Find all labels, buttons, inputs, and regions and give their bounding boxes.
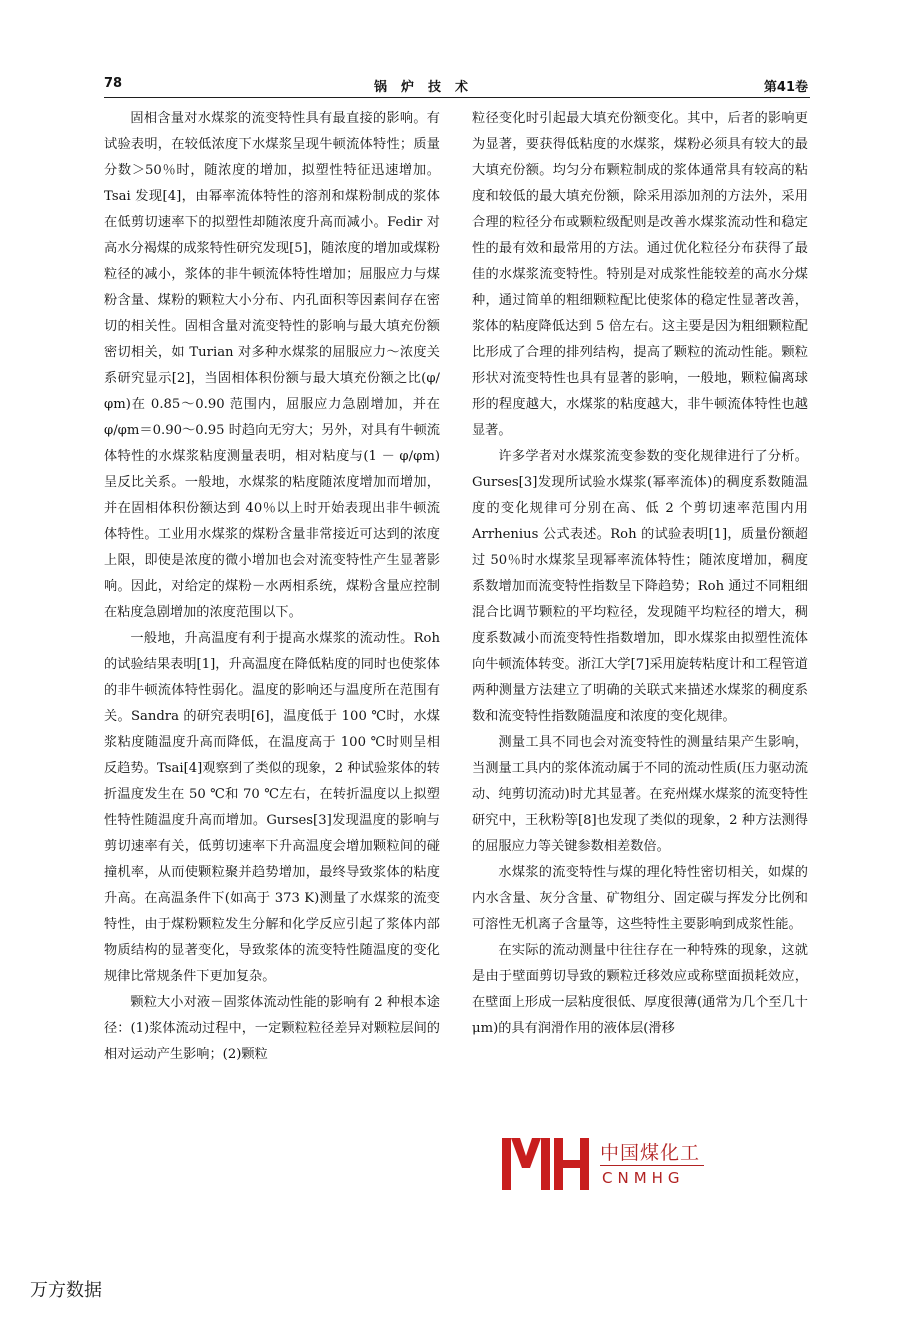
left-column [104,106,440,1068]
right-column [472,106,808,1042]
watermark-text-cn: 中国煤化工 [600,1142,701,1164]
paragraph: 水煤浆的流变特性与煤的理化特性密切相关，如煤的内水含量、灰分含量、矿物组分、固定碳与挥发分比例和可溶性无机离子含量等，这些特性主要影响到成浆性能。 [472,865,808,932]
paragraph: 许多学者对水煤浆流变参数的变化规律进行了分析。Gurses[3]发现所试验水煤浆(幂率流体)的稠度系数随温度的变化规律可分别在高、低 2 个剪切速率范围内用 Arrhenius 公式表述。Roh 的试验表明[1]，质量份额超过 50％时水煤浆呈现幂率流体特性；随浓度增加，稠度系数增加而流变特性指数呈下降趋势；Roh 通过不同粗细混合比调节颗粒的平均粒径，发现随平均粒径的增大，稠度系数减小而流变特性指数增加，即水煤浆由拟塑性流体向牛顿流体转变。浙江大学[7]采用旋转粘度计和工程管道两种测量方法建立了明确的关联式来描述水煤浆的稠度系数和流变特性指数随温度和浓度的变化规律。 [472,449,808,724]
paragraph: 一般地，升高温度有利于提高水煤浆的流动性。Roh 的试验结果表明[1]，升高温度在降低粘度的同时也使浆体的非牛顿流体特性弱化。温度的影响还与温度所在范围有关。Sandra 的研究表明[6]，温度低于 100 ℃时，水煤浆粘度随温度升高而降低，在温度高于 100 ℃时则呈相反趋势。Tsai[4]观察到了类似的现象，2 种试验浆体的转折温度发生在 50 ℃和 70 ℃左右，在转折温度以上拟塑性特性随温度升高而增加。Gurses[3]发现温度的影响与剪切速率有关，低剪切速率下升高温度会增加颗粒间的碰撞机率，从而使颗粒聚并趋势增加，最终导致浆体的粘度升高。在高温条件下(如高于 373 K)测量了水煤浆的流变特性，由于煤粉颗粒发生分解和化学反应引起了浆体内部物质结构的显著变化，导致浆体的流变特性随温度的变化规律比常规条件下更加复杂。 [104,631,440,984]
watermark [496,1132,712,1194]
watermark-divider [600,1165,704,1166]
volume-label: 第41卷 [763,80,808,95]
running-header [104,76,808,96]
header-rule [104,97,810,98]
paragraph: 颗粒大小对液－固浆体流动性能的影响有 2 种根本途径：(1)浆体流动过程中，一定颗粒粒径差异对颗粒层间的相对运动产生影响；(2)颗粒 [104,995,440,1062]
paragraph: 在实际的流动测量中往往存在一种特殊的现象，这就是由于壁面剪切导致的颗粒迁移效应或称壁面损耗效应，在壁面上形成一层粘度很低、厚度很薄(通常为几个至几十 μm)的具有润滑作用的液体层(滑移 [472,943,808,1036]
page-number: 78 [104,76,123,91]
journal-title: 锅炉技术 [374,80,483,95]
watermark-text-en: CNMHG [602,1169,685,1187]
watermark-logo-icon [500,1134,592,1192]
paragraph: 粒径变化时引起最大填充份额变化。其中，后者的影响更为显著，要获得低粘度的水煤浆，煤粉必须具有较大的最大填充份额。均匀分布颗粒制成的浆体通常具有较高的粘度和较低的最大填充份额，除采用添加剂的方法外，采用合理的粒径分布或颗粒级配则是改善水煤浆流动性和稳定性的最有效和最常用的方法。通过优化粒径分布获得了最佳的水煤浆流变特性。特别是对成浆性能较差的高水分煤种，通过简单的粗细颗粒配比使浆体的稳定性显著改善，浆体的粘度降低达到 5 倍左右。这主要是因为粗细颗粒配比形成了合理的排列结构，提高了颗粒的流动性能。颗粒形状对流变特性也具有显著的影响，一般地，颗粒偏离球形的程度越大，水煤浆的粘度越大，非牛顿流体特性也越显著。 [472,111,808,438]
source-footer: 万方数据 [30,1280,102,1301]
paragraph: 测量工具不同也会对流变特性的测量结果产生影响，当测量工具内的浆体流动属于不同的流动性质(压力驱动流动、纯剪切流动)时尤其显著。在兖州煤水煤浆的流变特性研究中，王秋粉等[8]也发现了类似的现象，2 种方法测得的屈服应力等关键参数相差数倍。 [472,735,808,854]
paragraph: 固相含量对水煤浆的流变特性具有最直接的影响。有试验表明，在较低浓度下水煤浆呈现牛顿流体特性；质量分数＞50％时，随浓度的增加，拟塑性特征迅速增加。Tsai 发现[4]，由幂率流体特性的溶剂和煤粉制成的浆体在低剪切速率下的拟塑性却随浓度升高而减小。Fedir 对高水分褐煤的成浆特性研究发现[5]，随浓度的增加或煤粉粒径的减小，浆体的非牛顿流体特性增加；屈服应力与煤粉含量、煤粉的颗粒大小分布、内孔面积等因素间存在密切的相关性。固相含量对流变特性的影响与最大填充份额密切相关，如 Turian 对多种水煤浆的屈服应力～浓度关系研究显示[2]，当固相体积份额与最大填充份额之比(φ/φm)在 0.85～0.90 范围内，屈服应力急剧增加，并在 φ/φm＝0.90～0.95 时趋向无穷大；另外，对具有牛顿流体特性的水煤浆粘度测量表明，相对粘度与(1 － φ/φm)呈反比关系。一般地，水煤浆的粘度随浓度增加而增加，并在固相体积份额达到 40％以上时开始表现出非牛顿流体特性。工业用水煤浆的煤粉含量非常接近可达到的浓度上限，即使是浓度的微小增加也会对流变特性产生显著影响。因此，对给定的煤粉－水两相系统，煤粉含量应控制在粘度急剧增加的浓度范围以下。 [104,111,440,620]
